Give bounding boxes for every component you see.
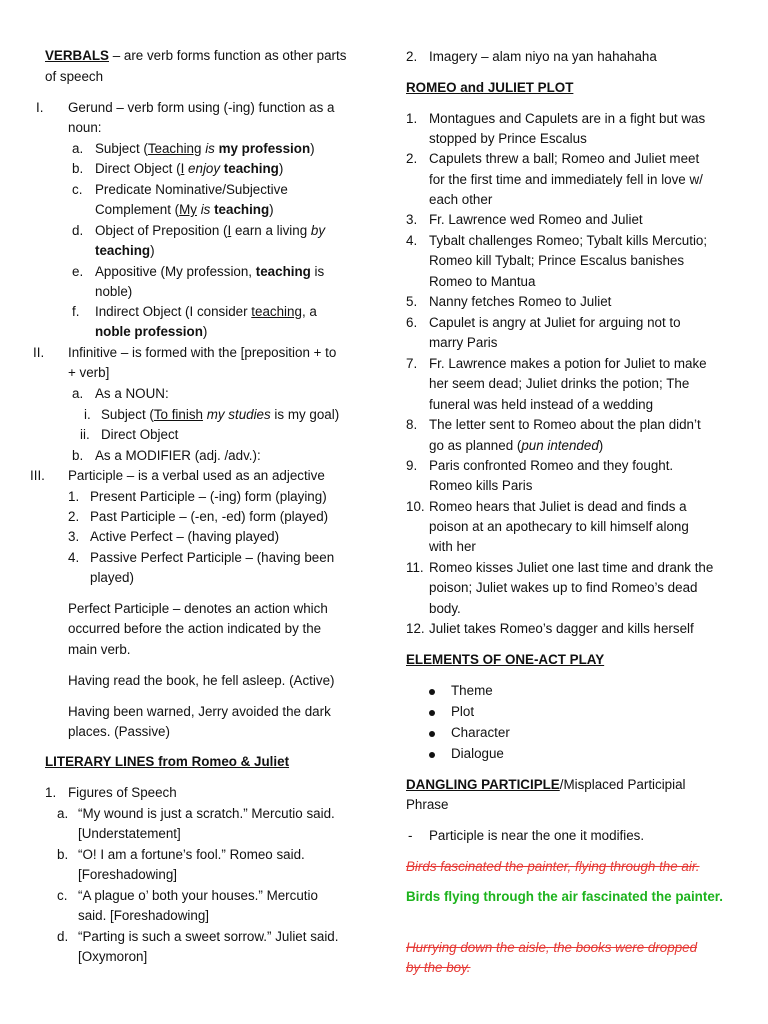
plot-item-cont: marry Paris <box>429 335 498 350</box>
dash-marker: - <box>408 828 413 843</box>
figure-type: [Understatement] <box>78 826 181 841</box>
list-number: 2. <box>406 49 418 64</box>
plot-item: Nanny fetches Romeo to Juliet <box>429 294 612 309</box>
gerund-complement: Complement (My is teaching) <box>95 202 274 217</box>
gerund-object-preposition: Object of Preposition (I earn a living by <box>95 223 326 238</box>
list-letter: f. <box>72 304 80 319</box>
element-item: Theme <box>451 683 493 698</box>
list-letter: d. <box>57 929 69 944</box>
infinitive-direct-object: Direct Object <box>101 427 179 442</box>
list-number: 8. <box>406 417 418 432</box>
list-number: 2. <box>68 509 80 524</box>
list-number: 3. <box>406 212 418 227</box>
participle-definition: Participle – is a verbal used as an adjective <box>68 468 325 483</box>
plot-item-cont: go as planned (pun intended) <box>429 438 604 453</box>
plot-item-cont: Romeo kills Paris <box>429 478 533 493</box>
plot-item: Juliet takes Romeo’s dagger and kills herself <box>429 621 694 636</box>
plot-item: Montagues and Capulets are in a fight but was <box>429 111 706 126</box>
list-number: 5. <box>406 294 418 309</box>
list-number: 1. <box>406 111 418 126</box>
perfect-participle-text: occurred before the action indicated by the <box>68 621 322 636</box>
list-letter: b. <box>72 448 84 463</box>
figure-type: said. [Foreshadowing] <box>78 908 210 923</box>
plot-item-cont: Romeo to Mantua <box>429 274 536 289</box>
roman-numeral: I. <box>36 100 44 115</box>
plot-item: Capulets threw a ball; Romeo and Juliet meet <box>429 151 700 166</box>
gerund-object-preposition-cont: teaching) <box>95 243 155 258</box>
dangling-heading: DANGLING PARTICIPLE/Misplaced Participial <box>406 777 686 792</box>
gerund-indirect-object-cont: noble profession) <box>95 324 208 339</box>
plot-item: Romeo hears that Juliet is dead and finds a <box>429 499 687 514</box>
list-letter: b. <box>57 847 69 862</box>
plot-item-cont: poison at an apothecary to kill himself along <box>429 519 689 534</box>
element-item: Character <box>451 725 510 740</box>
plot-item: Tybalt challenges Romeo; Tybalt kills Mercutio; <box>429 233 708 248</box>
plot-item-cont: her seem dead; Juliet drinks the potion; The <box>429 376 690 391</box>
list-number: 6. <box>406 315 418 330</box>
example-passive: Having been warned, Jerry avoided the dark <box>68 704 331 719</box>
list-letter: a. <box>72 386 84 401</box>
participle-item: Past Participle – (-en, -ed) form (played) <box>90 509 329 524</box>
plot-item: Capulet is angry at Juliet for arguing not to <box>429 315 681 330</box>
plot-item-cont: poison; Juliet wakes up to find Romeo’s dead <box>429 580 698 595</box>
list-number: 4. <box>68 550 80 565</box>
infinitive-definition: Infinitive – is formed with the [preposition + to <box>68 345 337 360</box>
list-roman: i. <box>84 407 91 422</box>
plot-item: Paris confronted Romeo and they fought. <box>429 458 674 473</box>
gerund-indirect-object: Indirect Object (I consider teaching, a <box>95 304 317 319</box>
verbals-heading: VERBALS – are verb forms function as other parts <box>45 48 347 63</box>
figure-type: [Foreshadowing] <box>78 867 177 882</box>
gerund-definition: Gerund – verb form using (-ing) function as a <box>68 100 335 115</box>
list-letter: a. <box>72 141 84 156</box>
infinitive-definition-cont: + verb] <box>68 365 110 380</box>
literary-lines-heading: LITERARY LINES from Romeo & Juliet <box>45 754 290 769</box>
gerund-appositive: Appositive (My profession, teaching is <box>95 264 325 279</box>
incorrect-example-cont: by the boy. <box>406 960 471 975</box>
list-roman: ii. <box>80 427 90 442</box>
plot-item-cont: with her <box>429 539 476 554</box>
list-letter: c. <box>72 182 83 197</box>
list-number: 11. <box>406 560 424 575</box>
perfect-participle-text: main verb. <box>68 642 131 657</box>
list-number: 7. <box>406 356 418 371</box>
plot-item-cont: funeral was held instead of a wedding <box>429 397 654 412</box>
infinitive-modifier: As a MODIFIER (adj. /adv.): <box>95 448 261 463</box>
list-number: 12. <box>406 621 425 636</box>
figure-type: [Oxymoron] <box>78 949 148 964</box>
gerund-direct-object: Direct Object (I enjoy teaching) <box>95 161 284 176</box>
gerund-predicate-nominative: Predicate Nominative/Subjective <box>95 182 288 197</box>
list-number: 3. <box>68 529 80 544</box>
bullet-icon <box>429 681 435 701</box>
list-number: 4. <box>406 233 418 248</box>
figure-quote: “O! I am a fortune’s fool.” Romeo said. <box>78 847 305 862</box>
plot-item-cont: Romeo kill Tybalt; Prince Escalus banishes <box>429 253 685 268</box>
element-item: Dialogue <box>451 746 504 761</box>
incorrect-example: Hurrying down the aisle, the books were dropped <box>406 940 698 955</box>
plot-item-cont: stopped by Prince Escalus <box>429 131 587 146</box>
figure-quote: “Parting is such a sweet sorrow.” Juliet said. <box>78 929 339 944</box>
verbals-definition: of speech <box>45 69 104 84</box>
plot-heading: ROMEO and JULIET PLOT <box>406 80 574 95</box>
element-item: Plot <box>451 704 475 719</box>
plot-item: Fr. Lawrence wed Romeo and Juliet <box>429 212 643 227</box>
plot-item: The letter sent to Romeo about the plan didn’t <box>429 417 701 432</box>
list-number: 2. <box>406 151 418 166</box>
figure-quote: “My wound is just a scratch.” Mercutio said. <box>78 806 335 821</box>
list-letter: b. <box>72 161 84 176</box>
participle-item: Present Participle – (-ing) form (playing) <box>90 489 327 504</box>
perfect-participle-text: Perfect Participle – denotes an action which <box>68 601 328 616</box>
participle-item-cont: played) <box>90 570 134 585</box>
plot-item-cont: for the first time and immediately fell in love w/ <box>429 172 703 187</box>
example-active: Having read the book, he fell asleep. (Active) <box>68 673 335 688</box>
plot-item: Fr. Lawrence makes a potion for Juliet to make <box>429 356 707 371</box>
bullet-icon <box>429 702 435 722</box>
infinitive-subject: Subject (To finish my studies is my goal) <box>101 407 340 422</box>
figure-quote: “A plague o’ both your houses.” Mercutio <box>78 888 318 903</box>
list-number: 9. <box>406 458 418 473</box>
roman-numeral: III. <box>30 468 45 483</box>
correct-example: Birds flying through the air fascinated the painter. <box>406 889 723 904</box>
list-number: 10. <box>406 499 425 514</box>
gerund-subject: Subject (Teaching is my profession) <box>95 141 315 156</box>
list-letter: c. <box>57 888 68 903</box>
list-letter: d. <box>72 223 84 238</box>
participle-item: Passive Perfect Participle – (having been <box>90 550 335 565</box>
gerund-definition-cont: noun: <box>68 120 102 135</box>
dangling-note: Participle is near the one it modifies. <box>429 828 645 843</box>
infinitive-noun: As a NOUN: <box>95 386 169 401</box>
bullet-icon <box>429 723 435 743</box>
participle-item: Active Perfect – (having played) <box>90 529 280 544</box>
example-passive-cont: places. (Passive) <box>68 724 170 739</box>
list-number: 1. <box>45 785 57 800</box>
incorrect-example: Birds fascinated the painter, flying through the air. <box>406 859 700 874</box>
plot-item: Romeo kisses Juliet one last time and drank the <box>429 560 714 575</box>
list-number: 1. <box>68 489 80 504</box>
plot-item-cont: body. <box>429 601 461 616</box>
list-letter: e. <box>72 264 84 279</box>
imagery-item: Imagery – alam niyo na yan hahahaha <box>429 49 657 64</box>
roman-numeral: II. <box>33 345 45 360</box>
dangling-heading-cont: Phrase <box>406 797 449 812</box>
bullet-icon <box>429 744 435 764</box>
figures-of-speech-title: Figures of Speech <box>68 785 177 800</box>
gerund-appositive-cont: noble) <box>95 284 133 299</box>
list-letter: a. <box>57 806 69 821</box>
elements-heading: ELEMENTS OF ONE-ACT PLAY <box>406 652 605 667</box>
plot-item-cont: each other <box>429 192 493 207</box>
